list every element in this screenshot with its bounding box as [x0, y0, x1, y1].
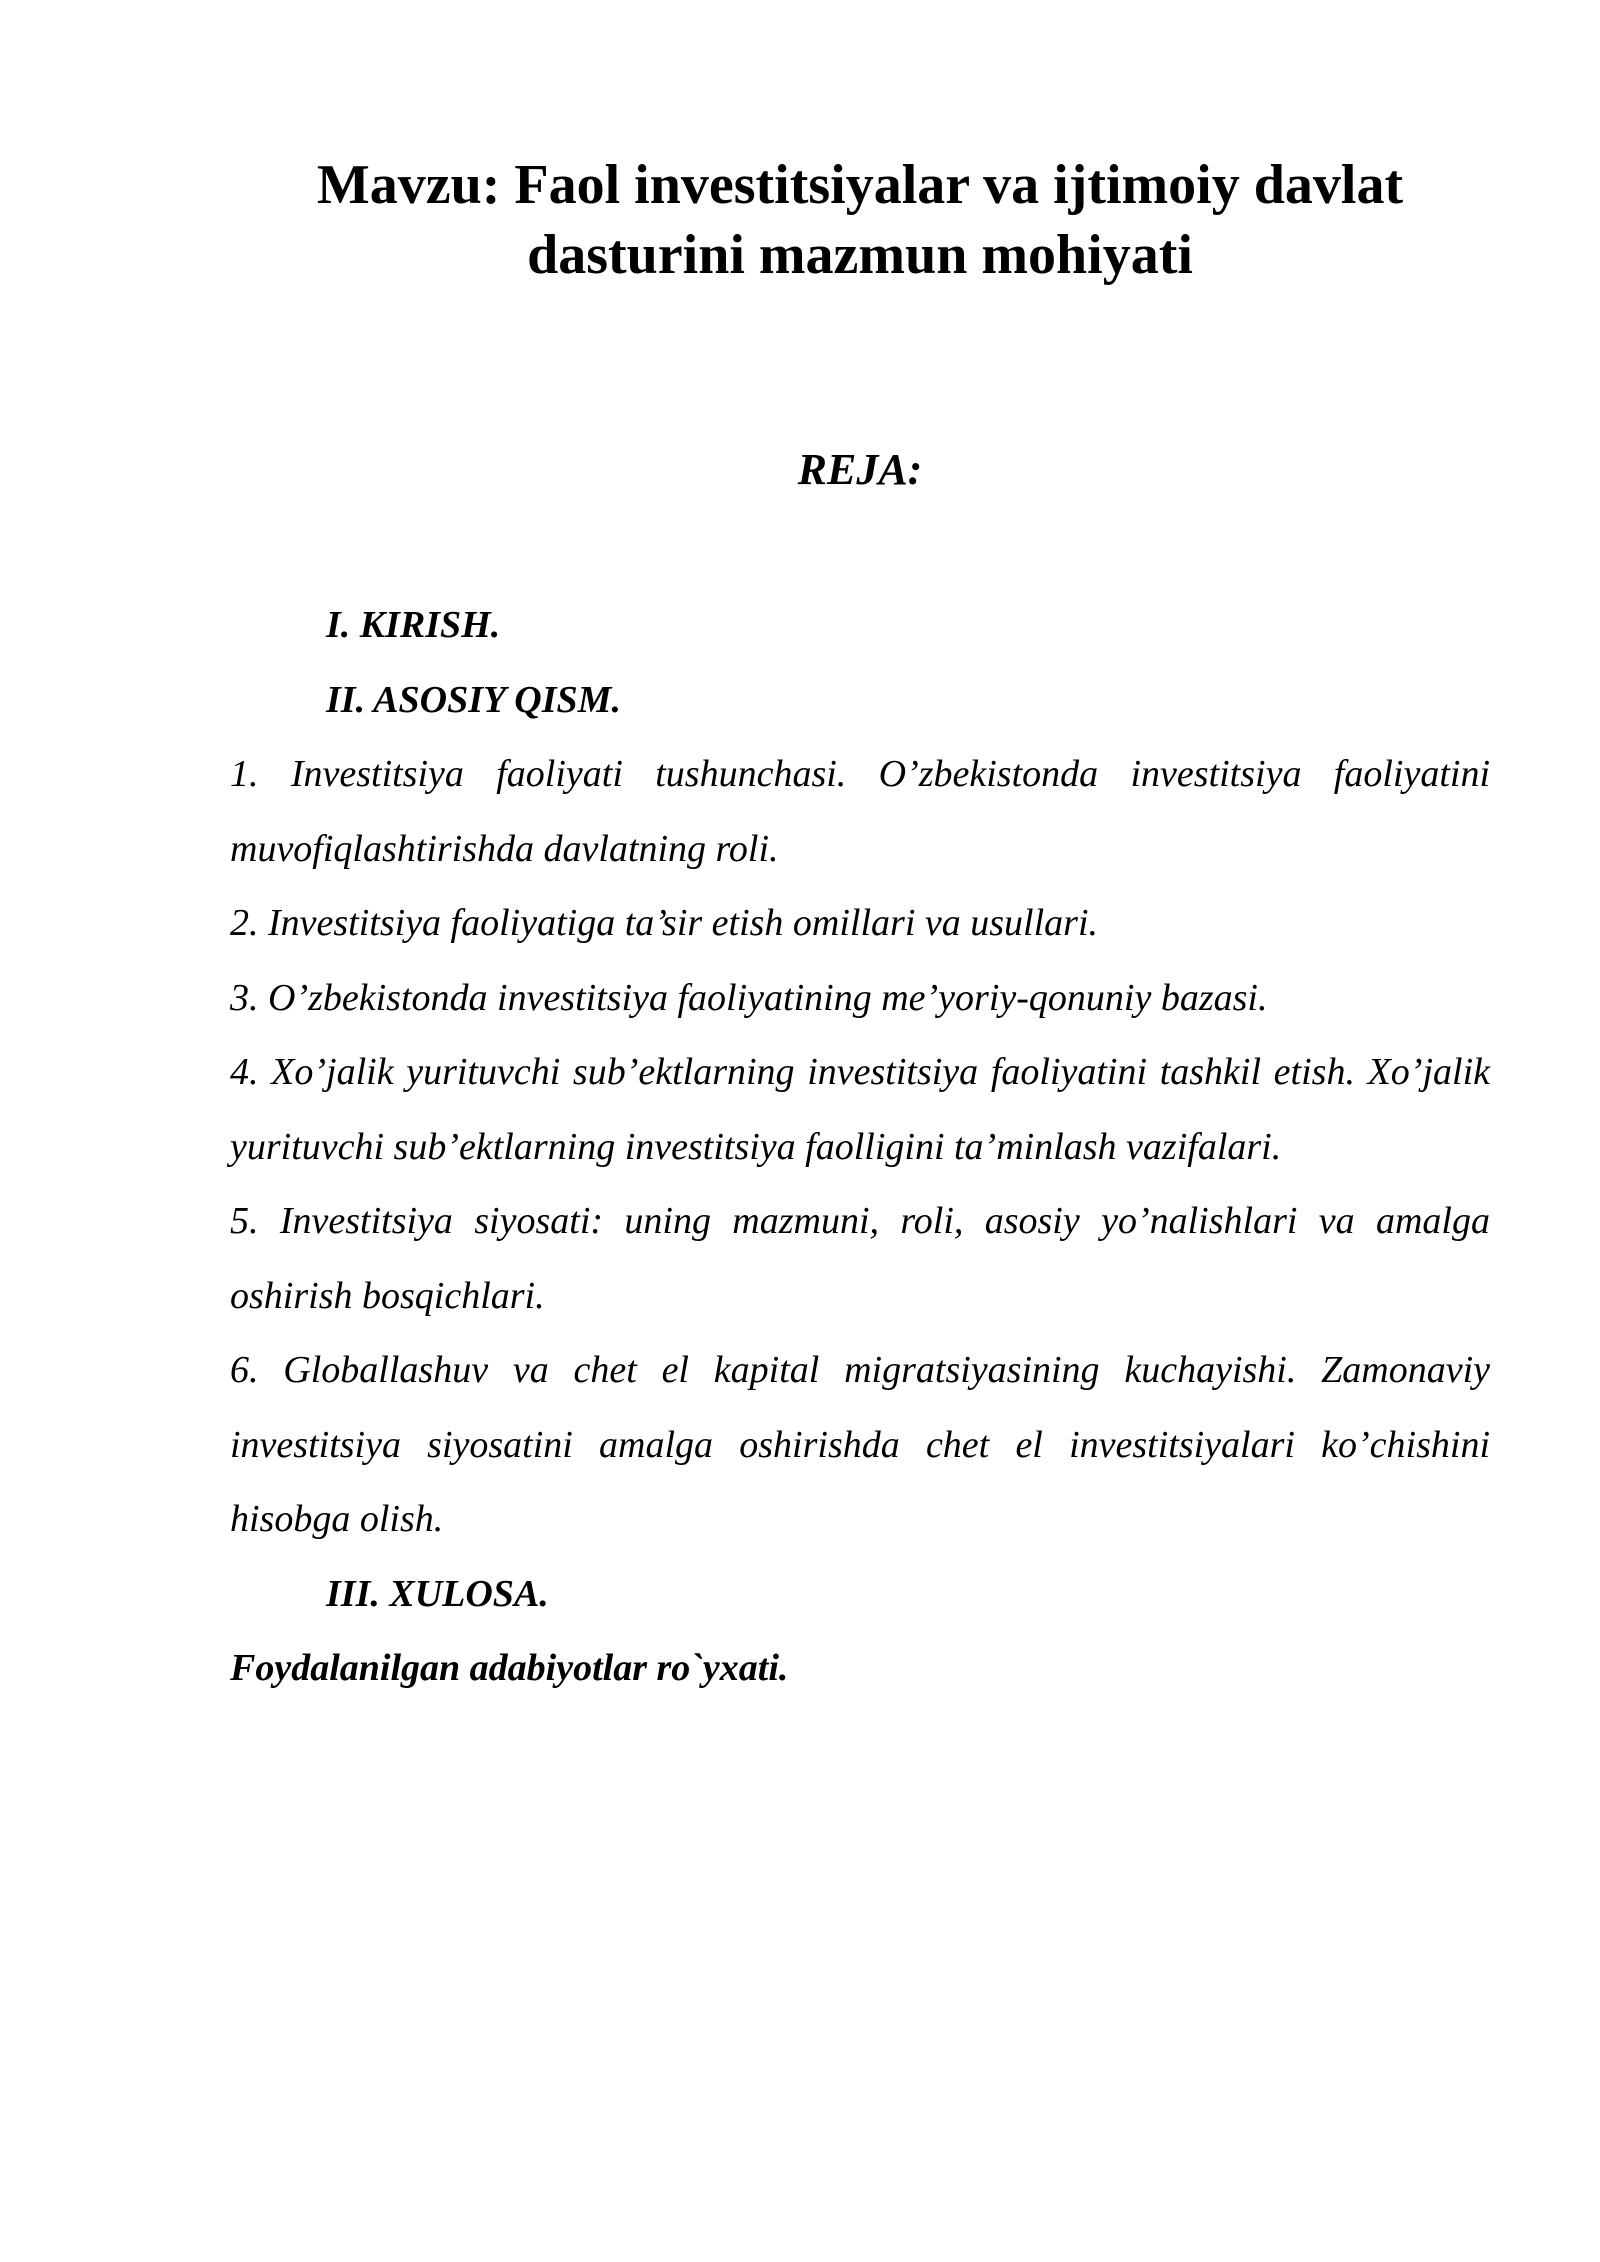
- plan-item-3: 3. O’zbekistonda investitsiya faoliyatining me’yoriy-qonuniy bazasi.: [230, 976, 1268, 1019]
- plan-item-2: 2. Investitsiya faoliyatiga ta’sir etish omillari va usullari.: [230, 902, 1099, 944]
- section-conclusion: III. XULOSA.: [326, 1572, 549, 1615]
- document-title: Mavzu: Faol investitsiyalar va ijtimoiy davlat dasturini mazmun mohiyati: [316, 154, 1404, 286]
- plan-item-5: 5. Investitsiya siyosati: uning mazmuni, roli, asosiy yo’nalishlari va amalga oshirish bosqichlari.: [230, 1200, 1490, 1317]
- plan-heading: REJA:: [797, 445, 923, 494]
- plan-item-1: 1. Investitsiya faoliyati tushunchasi. O’zbekistonda investitsiya faoliyatini muvofiqlashtirishda davlatning roli.: [230, 753, 1490, 870]
- section-intro: I. KIRISH.: [326, 604, 501, 646]
- section-main: II. ASOSIY QISM.: [326, 678, 621, 721]
- plan-item-4: 4. Xo’jalik yurituvchi sub’ektlarning investitsiya faoliyatini tashkil etish. Xo’jalik yurituvchi sub’ektlarning investitsiya faolligini ta’minlash vazifalari.: [230, 1051, 1490, 1168]
- plan-item-6: 6. Globallashuv va chet el kapital migratsiyasining kuchayishi. Zamonaviy investitsiya siyosatini amalga oshirishda chet el investitsiyalari ko’chishini hisobga olish.: [230, 1349, 1490, 1540]
- plan-list: [230, 588, 1490, 1706]
- bibliography-heading: Foydalanilgan adabiyotlar ro`yxati.: [230, 1647, 789, 1689]
